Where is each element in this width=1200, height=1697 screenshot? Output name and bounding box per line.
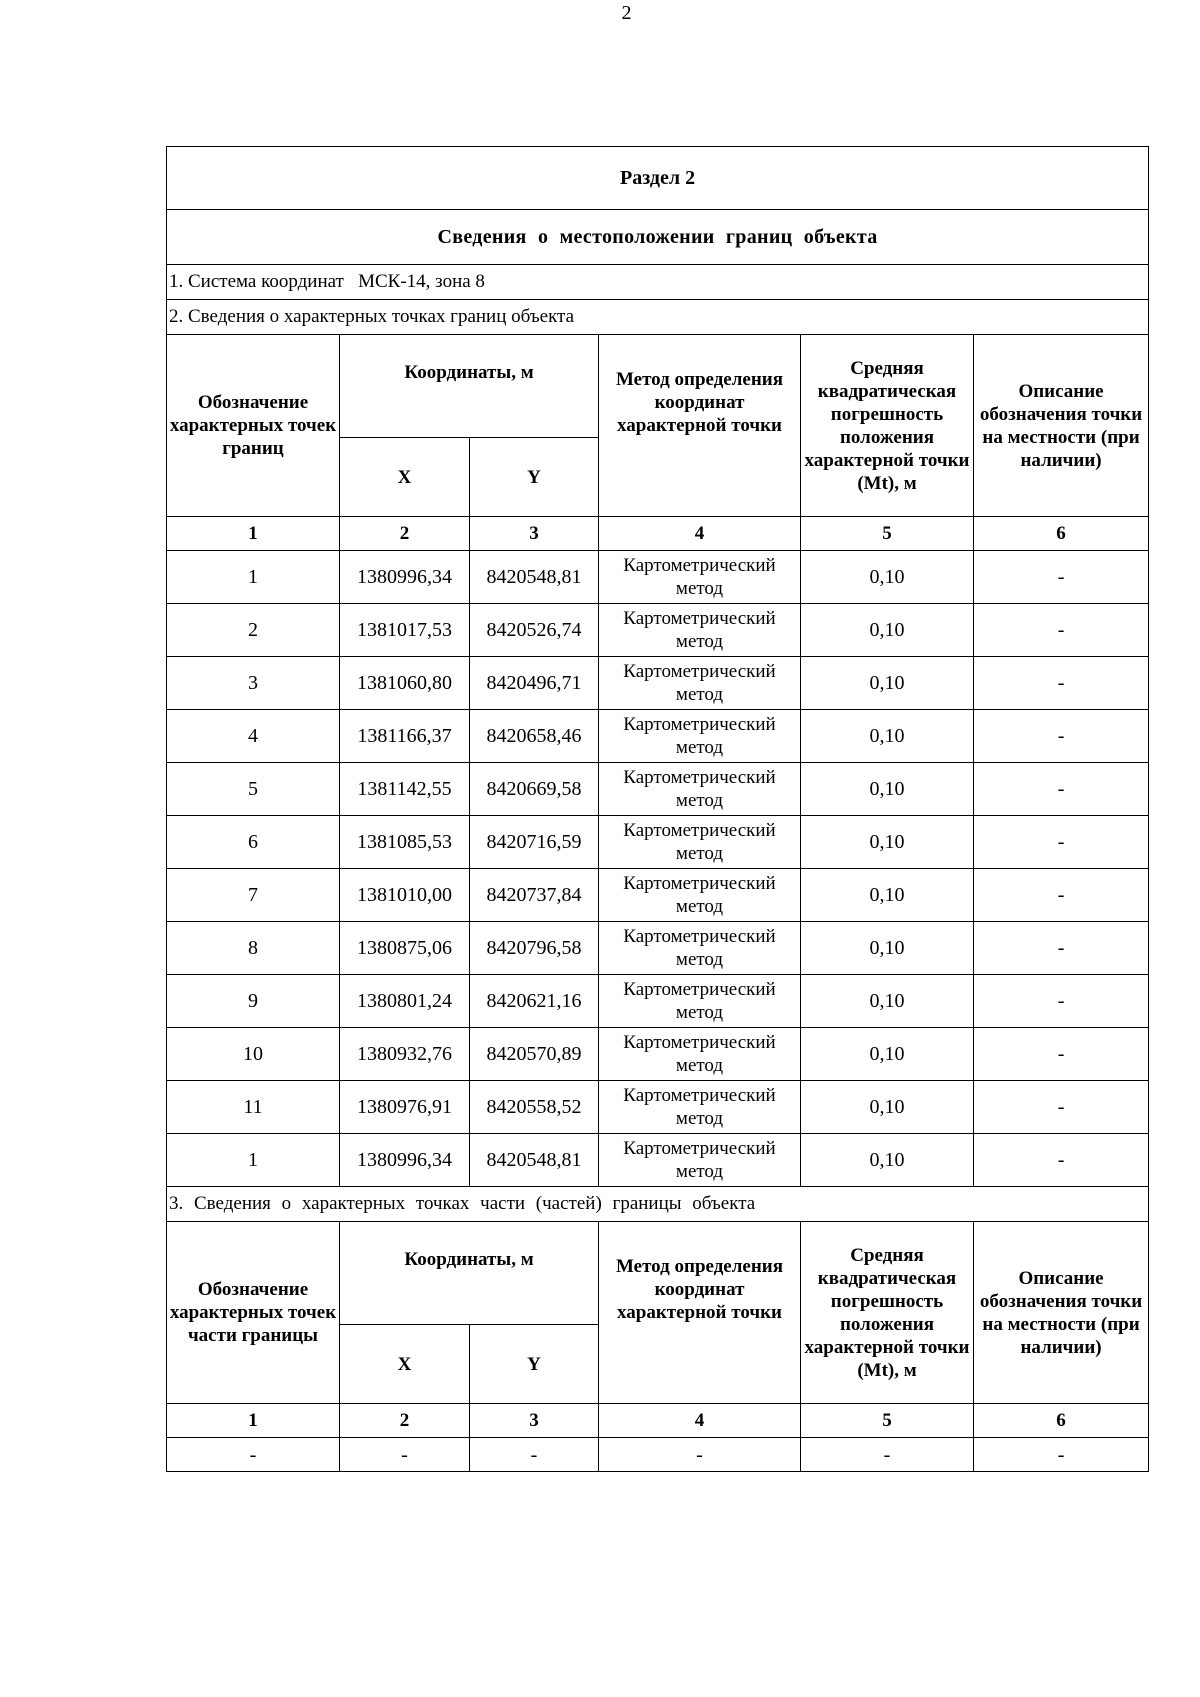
table-row [167, 657, 1149, 710]
column-number: 4 [599, 1404, 801, 1438]
points-column-numbers [167, 517, 1149, 551]
point-id-cell: 4 [167, 710, 340, 763]
y-coordinate-cell: 8420496,71 [470, 657, 599, 710]
column-number: 4 [599, 517, 801, 551]
point-id-cell: 11 [167, 1081, 340, 1134]
description-cell: - [974, 1028, 1149, 1081]
error-value-cell: 0,10 [801, 551, 974, 604]
parts-column-numbers [167, 1404, 1149, 1438]
column-number: 1 [167, 517, 340, 551]
x-coordinate-cell: 1381010,00 [340, 869, 470, 922]
point-id-cell: 1 [167, 1134, 340, 1187]
description-cell: - [974, 657, 1149, 710]
description-cell: - [974, 869, 1149, 922]
y-coordinate-cell: 8420669,58 [470, 763, 599, 816]
y-coordinate-cell: 8420658,46 [470, 710, 599, 763]
error-value-cell: 0,10 [801, 763, 974, 816]
x-coordinate-cell: 1381142,55 [340, 763, 470, 816]
header-coordinates: Координаты, м [340, 335, 599, 438]
x-coordinate-cell: 1380996,34 [340, 1134, 470, 1187]
column-number: 3 [470, 517, 599, 551]
header-x: X [340, 438, 470, 517]
point-id-cell: 10 [167, 1028, 340, 1081]
parts-section-caption: 3. Сведения о характерных точках части (частей) границы объекта [167, 1187, 1149, 1222]
y-coordinate-cell: - [470, 1438, 599, 1472]
x-coordinate-cell: 1380996,34 [340, 551, 470, 604]
method-cell: Картометрический метод [599, 604, 801, 657]
method-cell: Картометрический метод [599, 1134, 801, 1187]
description-cell: - [974, 975, 1149, 1028]
x-coordinate-cell: 1381085,53 [340, 816, 470, 869]
error-value-cell: 0,10 [801, 710, 974, 763]
table-row [167, 1081, 1149, 1134]
y-coordinate-cell: 8420796,58 [470, 922, 599, 975]
table-row [167, 869, 1149, 922]
x-coordinate-cell: 1380801,24 [340, 975, 470, 1028]
parts-header-x: X [340, 1325, 470, 1404]
table-row [167, 922, 1149, 975]
parts-header-y: Y [470, 1325, 599, 1404]
description-cell: - [974, 551, 1149, 604]
method-cell: Картометрический метод [599, 710, 801, 763]
method-cell: - [599, 1438, 801, 1472]
page-number: 2 [621, 2, 632, 24]
points-section-caption: 2. Сведения о характерных точках границ объекта [167, 300, 1149, 335]
point-id-cell: 6 [167, 816, 340, 869]
error-value-cell: 0,10 [801, 922, 974, 975]
description-cell: - [974, 816, 1149, 869]
error-value-cell: 0,10 [801, 975, 974, 1028]
column-number: 5 [801, 517, 974, 551]
description-cell: - [974, 922, 1149, 975]
method-cell: Картометрический метод [599, 763, 801, 816]
column-number: 1 [167, 1404, 340, 1438]
point-id-cell: - [167, 1438, 340, 1472]
y-coordinate-cell: 8420737,84 [470, 869, 599, 922]
description-cell: - [974, 1081, 1149, 1134]
x-coordinate-cell: 1381166,37 [340, 710, 470, 763]
column-number: 6 [974, 1404, 1149, 1438]
parts-header-coordinates: Координаты, м [340, 1222, 599, 1325]
table-row [167, 975, 1149, 1028]
table-row [167, 763, 1149, 816]
point-id-cell: 7 [167, 869, 340, 922]
error-value-cell: 0,10 [801, 657, 974, 710]
table-row [167, 1028, 1149, 1081]
error-value-cell: 0,10 [801, 604, 974, 657]
x-coordinate-cell: 1380932,76 [340, 1028, 470, 1081]
table-row [167, 710, 1149, 763]
method-cell: Картометрический метод [599, 816, 801, 869]
error-value-cell: 0,10 [801, 869, 974, 922]
x-coordinate-cell: 1380875,06 [340, 922, 470, 975]
table-row [167, 816, 1149, 869]
header-method: Метод определения координат характерной точки [599, 335, 801, 517]
y-coordinate-cell: 8420570,89 [470, 1028, 599, 1081]
x-coordinate-cell: - [340, 1438, 470, 1472]
y-coordinate-cell: 8420548,81 [470, 1134, 599, 1187]
description-cell: - [974, 710, 1149, 763]
x-coordinate-cell: 1381060,80 [340, 657, 470, 710]
description-cell: - [974, 1438, 1149, 1472]
column-number: 2 [340, 517, 470, 551]
method-cell: Картометрический метод [599, 922, 801, 975]
parts-header-point-designation: Обозначение характерных точек части границы [167, 1222, 340, 1404]
column-number: 2 [340, 1404, 470, 1438]
header-error: Средняя квадратическая погрешность положения характерной точки (Mt), м [801, 335, 974, 517]
method-cell: Картометрический метод [599, 869, 801, 922]
y-coordinate-cell: 8420526,74 [470, 604, 599, 657]
y-coordinate-cell: 8420716,59 [470, 816, 599, 869]
header-point-designation: Обозначение характерных точек границ [167, 335, 340, 517]
table-row [167, 551, 1149, 604]
header-description: Описание обозначения точки на местности (при наличии) [974, 335, 1149, 517]
y-coordinate-cell: 8420621,16 [470, 975, 599, 1028]
error-value-cell: 0,10 [801, 1081, 974, 1134]
description-cell: - [974, 604, 1149, 657]
x-coordinate-cell: 1381017,53 [340, 604, 470, 657]
method-cell: Картометрический метод [599, 975, 801, 1028]
column-number: 5 [801, 1404, 974, 1438]
parts-header-error: Средняя квадратическая погрешность положения характерной точки (Mt), м [801, 1222, 974, 1404]
method-cell: Картометрический метод [599, 657, 801, 710]
coordinate-system-row [167, 265, 1149, 300]
point-id-cell: 9 [167, 975, 340, 1028]
column-number: 3 [470, 1404, 599, 1438]
header-y: Y [470, 438, 599, 517]
point-id-cell: 1 [167, 551, 340, 604]
parts-header-method: Метод определения координат характерной точки [599, 1222, 801, 1404]
column-number: 6 [974, 517, 1149, 551]
point-id-cell: 3 [167, 657, 340, 710]
error-value-cell: 0,10 [801, 1028, 974, 1081]
error-value-cell: 0,10 [801, 1134, 974, 1187]
y-coordinate-cell: 8420548,81 [470, 551, 599, 604]
description-cell: - [974, 1134, 1149, 1187]
y-coordinate-cell: 8420558,52 [470, 1081, 599, 1134]
coordinate-system-label: 1. Система координат [169, 271, 344, 292]
point-id-cell: 8 [167, 922, 340, 975]
section-title: Раздел 2 [167, 147, 1149, 210]
point-id-cell: 2 [167, 604, 340, 657]
method-cell: Картометрический метод [599, 1081, 801, 1134]
parts-table-row [167, 1438, 1149, 1472]
error-value-cell: - [801, 1438, 974, 1472]
x-coordinate-cell: 1380976,91 [340, 1081, 470, 1134]
boundary-table [166, 146, 1149, 1472]
table-row [167, 1134, 1149, 1187]
coordinate-system-value: МСК-14, зона 8 [358, 271, 485, 292]
parts-header-description: Описание обозначения точки на местности (при наличии) [974, 1222, 1149, 1404]
point-id-cell: 5 [167, 763, 340, 816]
method-cell: Картометрический метод [599, 1028, 801, 1081]
method-cell: Картометрический метод [599, 551, 801, 604]
description-cell: - [974, 763, 1149, 816]
section-subtitle: Сведения о местоположении границ объекта [167, 210, 1149, 265]
error-value-cell: 0,10 [801, 816, 974, 869]
table-row [167, 604, 1149, 657]
